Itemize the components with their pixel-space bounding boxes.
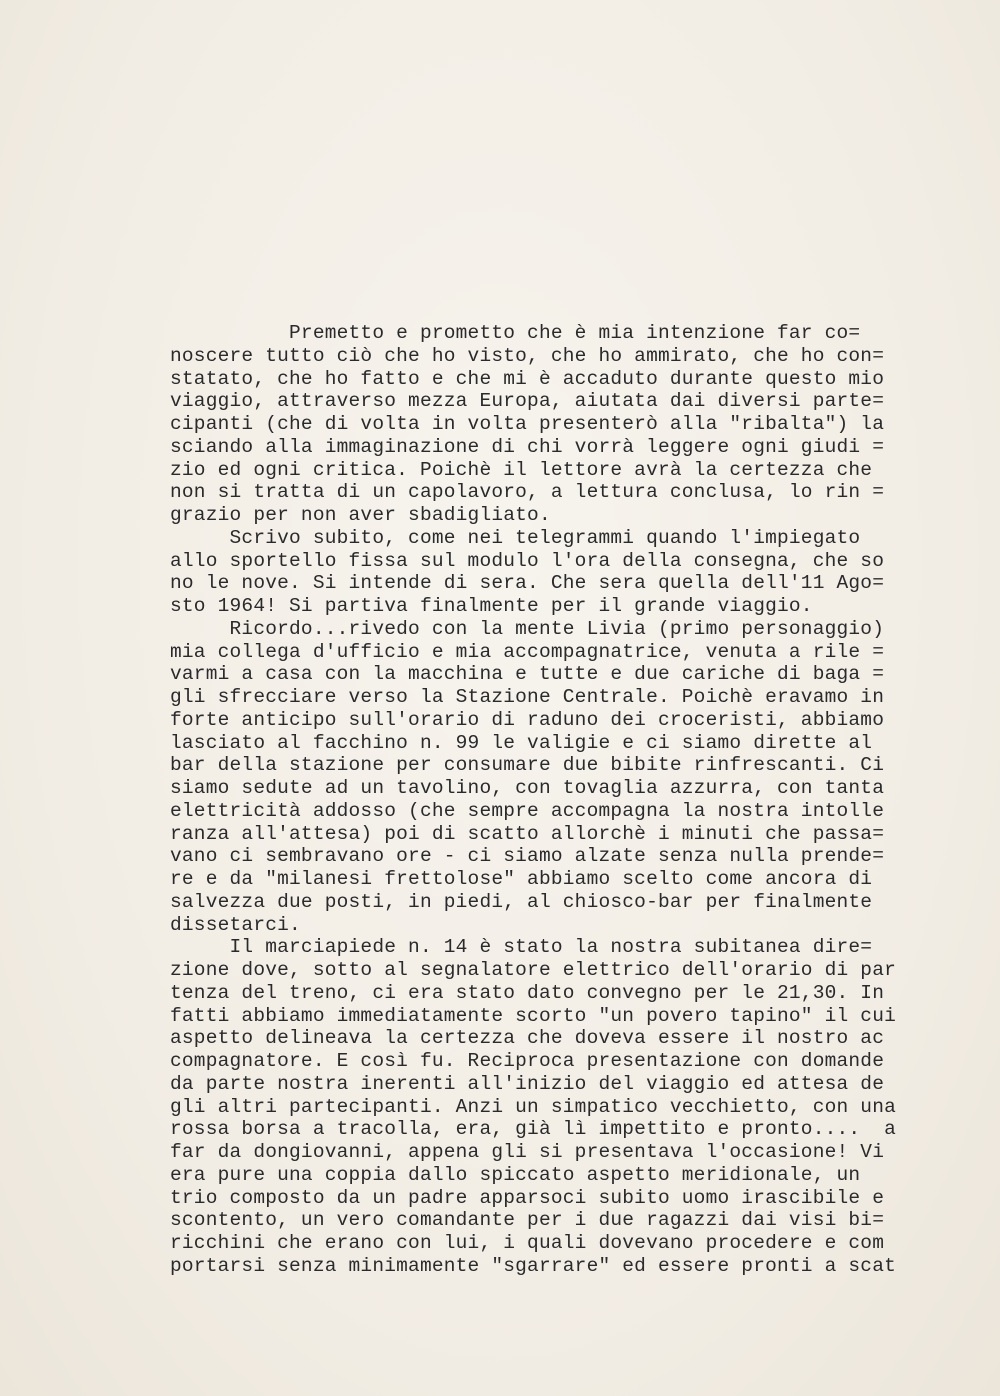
text-line: scontento, un vero comandante per i due ragazzi dai visi bi= [170, 1209, 885, 1232]
text-line: viaggio, attraverso mezza Europa, aiutata dai diversi parte= [170, 390, 885, 413]
text-line: allo sportello fissa sul modulo l'ora della consegna, che so [170, 549, 885, 572]
text-line: da parte nostra inerenti all'inizio del viaggio ed attesa de [170, 1072, 885, 1095]
text-line: no le nove. Si intende di sera. Che sera quella dell'11 Ago= [170, 572, 885, 595]
text-line: compagnatore. E così fu. Reciproca presentazione con domande [170, 1050, 885, 1072]
text-line: Premetto e prometto che è mia intenzione far co= [170, 322, 861, 344]
text-line: gli altri partecipanti. Anzi un simpatico vecchietto, con una [170, 1095, 897, 1118]
text-line: rossa borsa a tracolla, era, già lì impettito e pronto.... a [170, 1118, 897, 1141]
text-line: bar della stazione per consumare due bibite rinfrescanti. Ci [170, 754, 885, 777]
text-line: mia collega d'ufficio e mia accompagnatrice, venuta a rile = [170, 640, 885, 663]
text-line: vano ci sembravano ore - ci siamo alzate senza nulla prende= [170, 845, 885, 868]
text-line: statato, che ho fatto e che mi è accaduto durante questo mio [170, 367, 885, 390]
text-line: fatti abbiamo immediatamente scorto "un povero tapino" il cui [170, 1004, 897, 1027]
text-line: ricchini che erano con lui, i quali dovevano procedere e com [170, 1232, 885, 1254]
text-line: tenza del treno, ci era stato dato convegno per le 21,30. In [170, 981, 885, 1004]
text-line: aspetto delineava la certezza che doveva essere il nostro ac [170, 1027, 885, 1050]
text-line: Ricordo...rivedo con la mente Livia (primo personaggio) [170, 617, 885, 640]
text-line: lasciato al facchino n. 99 le valigie e ci siamo dirette al [170, 731, 873, 754]
text-line: ranza all'attesa) poi di scatto allorchè i minuti che passa= [170, 822, 885, 845]
text-line: portarsi senza minimamente "sgarrare" ed essere pronti a scat [170, 1254, 897, 1277]
text-line: re e da "milanesi frettolose" abbiamo scelto come ancora di [170, 868, 873, 890]
text-line: forte anticipo sull'orario di raduno dei croceristi, abbiamo [170, 708, 885, 731]
text-line: zione dove, sotto al segnalatore elettrico dell'orario di par [170, 959, 897, 981]
text-line: varmi a casa con la macchina e tutte e due cariche di baga = [170, 663, 885, 686]
text-line: elettricità addosso (che sempre accompagna la nostra intolle [170, 799, 885, 822]
text-line: far da dongiovanni, appena gli si presentava l'occasione! Vi [170, 1141, 885, 1163]
text-line: dissetarci. [170, 913, 301, 936]
text-line: cipanti (che di volta in volta presenterò alla "ribalta") la [170, 413, 885, 435]
text-line: Il marciapiede n. 14 è stato la nostra subitanea dire= [170, 936, 873, 959]
text-line: siamo sedute ad un tavolino, con tovaglia azzurra, con tanta [170, 777, 885, 799]
text-line: salvezza due posti, in piedi, al chiosco-bar per finalmente [170, 890, 873, 913]
text-line: non si tratta di un capolavoro, a lettura conclusa, lo rin = [170, 481, 885, 504]
text-line: trio composto da un padre apparsoci subito uomo irascibile e [170, 1186, 885, 1209]
text-line: era pure una coppia dallo spiccato aspetto meridionale, un [170, 1163, 861, 1186]
text-line: gli sfrecciare verso la Stazione Centrale. Poichè eravamo in [170, 686, 885, 708]
text-line: noscere tutto ciò che ho visto, che ho ammirato, che ho con= [170, 344, 885, 367]
text-line: sto 1964! Si partiva finalmente per il grande viaggio. [170, 595, 813, 617]
text-line: grazio per non aver sbadigliato. [170, 504, 551, 526]
text-line: sciando alla immaginazione di chi vorrà leggere ogni giudi = [170, 435, 885, 458]
text-line: Scrivo subito, come nei telegrammi quando l'impiegato [170, 526, 861, 549]
text-line: zio ed ogni critica. Poichè il lettore avrà la certezza che [170, 458, 873, 481]
typewritten-text-block [170, 322, 950, 1278]
